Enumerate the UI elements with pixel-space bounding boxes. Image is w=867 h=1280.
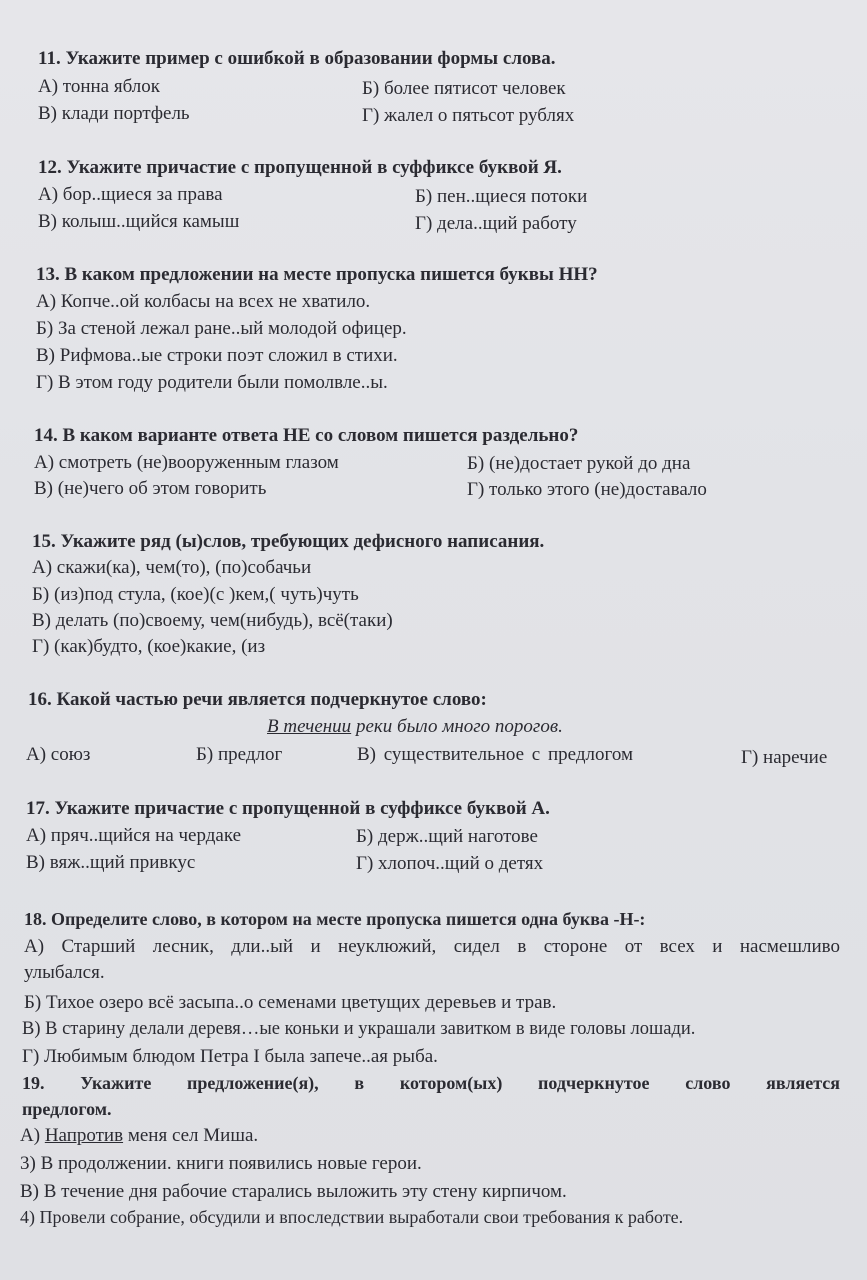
q13-option-d: Г) В этом году родители были помолвле..ы.	[36, 372, 388, 393]
q18-option-a-line1: А) Старший лесник, дли..ый и неуклюжий, сидел в стороне от всех и насмешливо	[24, 936, 840, 957]
q19-title-line1: 19. Укажите предложение(я), в котором(ых) подчеркнутое слово является	[22, 1073, 840, 1093]
q19-option-b: 3) В продолжении. книги появились новые герои.	[20, 1153, 422, 1174]
q14-option-d: Г) только этого (не)доставало	[467, 479, 707, 500]
q16-title: 16. Какой частью речи является подчеркнутое слово:	[28, 689, 487, 710]
q16-option-a: А) союз	[26, 744, 91, 765]
q15-option-c: В) делать (по)своему, чем(нибудь), всё(таки)	[32, 610, 393, 631]
q11-option-b: Б) более пятисот человек	[362, 78, 566, 99]
q19-option-a	[20, 1125, 258, 1147]
q18-option-b: Б) Тихое озеро всё засыпа..о семенами цветущих деревьев и трав.	[24, 992, 557, 1013]
q14-option-c: В) (не)чего об этом говорить	[34, 478, 267, 499]
q14-option-b: Б) (не)достает рукой до дна	[467, 453, 691, 474]
q18-option-a-line2: улыбался.	[24, 962, 105, 983]
q15-option-a: А) скажи(ка), чем(то), (по)собачьи	[32, 557, 312, 578]
q19-option-c: В) В течение дня рабочие старались выложить эту стену кирпичом.	[20, 1181, 567, 1202]
q19-option-d: 4) Провели собрание, обсудили и впоследствии выработали свои требования к работе.	[20, 1207, 684, 1227]
q11-option-c: В) клади портфель	[38, 103, 190, 124]
q13-option-b: Б) За стеной лежал ране..ый молодой офицер.	[36, 318, 407, 339]
q17-option-c: В) вяж..щий привкус	[26, 852, 196, 873]
q14-option-a: А) смотреть (не)вооруженным глазом	[34, 452, 339, 473]
q15-option-b: Б) (из)под стула, (кое)(с )кем,( чуть)чуть	[32, 584, 359, 605]
q17-option-b: Б) держ..щий наготове	[356, 826, 538, 847]
q12-title: 12. Укажите причастие с пропущенной в суффиксе буквой Я.	[38, 157, 562, 178]
q15-option-d: Г) (как)будто, (кое)какие, (из	[32, 636, 266, 657]
q16-example	[267, 716, 563, 738]
q12-option-c: В) колыш..щийся камыш	[38, 211, 240, 232]
q18-option-c: В) В старину делали деревя…ые коньки и украшали завитком в виде головы лошади.	[22, 1019, 696, 1039]
q17-title: 17. Укажите причастие с пропущенной в суффиксе буквой А.	[26, 798, 550, 819]
q16-underlined-word: В течении	[267, 716, 352, 737]
q19-underlined-word: Напротив	[44, 1125, 124, 1146]
q11-option-d: Г) жалел о пятьсот рублях	[362, 105, 575, 126]
q16-example-rest: реки было много порогов.	[351, 716, 563, 737]
q11-title: 11. Укажите пример с ошибкой в образовании формы слова.	[38, 48, 556, 69]
q11-option-a: А) тонна яблок	[38, 76, 161, 97]
q15-title: 15. Укажите ряд (ы)слов, требующих дефисного написания.	[32, 531, 545, 552]
q19-option-a-rest: меня сел Миша.	[123, 1125, 259, 1146]
q13-option-a: А) Копче..ой колбасы на всех не хватило.	[36, 291, 371, 312]
q13-title: 13. В каком предложении на месте пропуска пишется буквы НН?	[36, 264, 598, 285]
q16-option-d: Г) наречие	[741, 747, 828, 768]
q13-option-c: В) Рифмова..ые строки поэт сложил в стихи.	[36, 345, 398, 366]
q16-option-c: В) существительное с предлогом	[357, 744, 633, 765]
q19-title-line2: предлогом.	[22, 1099, 112, 1119]
q17-option-a: А) пряч..щийся на чердаке	[26, 825, 242, 846]
q19-option-a-prefix: А)	[20, 1125, 45, 1146]
q12-option-d: Г) дела..щий работу	[415, 213, 577, 234]
q18-title: 18. Определите слово, в котором на месте пропуска пишется одна буква -Н-:	[24, 909, 646, 929]
q16-option-b: Б) предлог	[196, 744, 283, 765]
q12-option-b: Б) пен..щиеся потоки	[415, 186, 588, 207]
q17-option-d: Г) хлопоч..щий о детях	[356, 853, 544, 874]
q12-option-a: А) бор..щиеся за права	[38, 184, 223, 205]
q18-option-d: Г) Любимым блюдом Петра I была запече..ая рыба.	[22, 1046, 438, 1067]
q14-title: 14. В каком варианте ответа НЕ со словом пишется раздельно?	[34, 425, 579, 446]
